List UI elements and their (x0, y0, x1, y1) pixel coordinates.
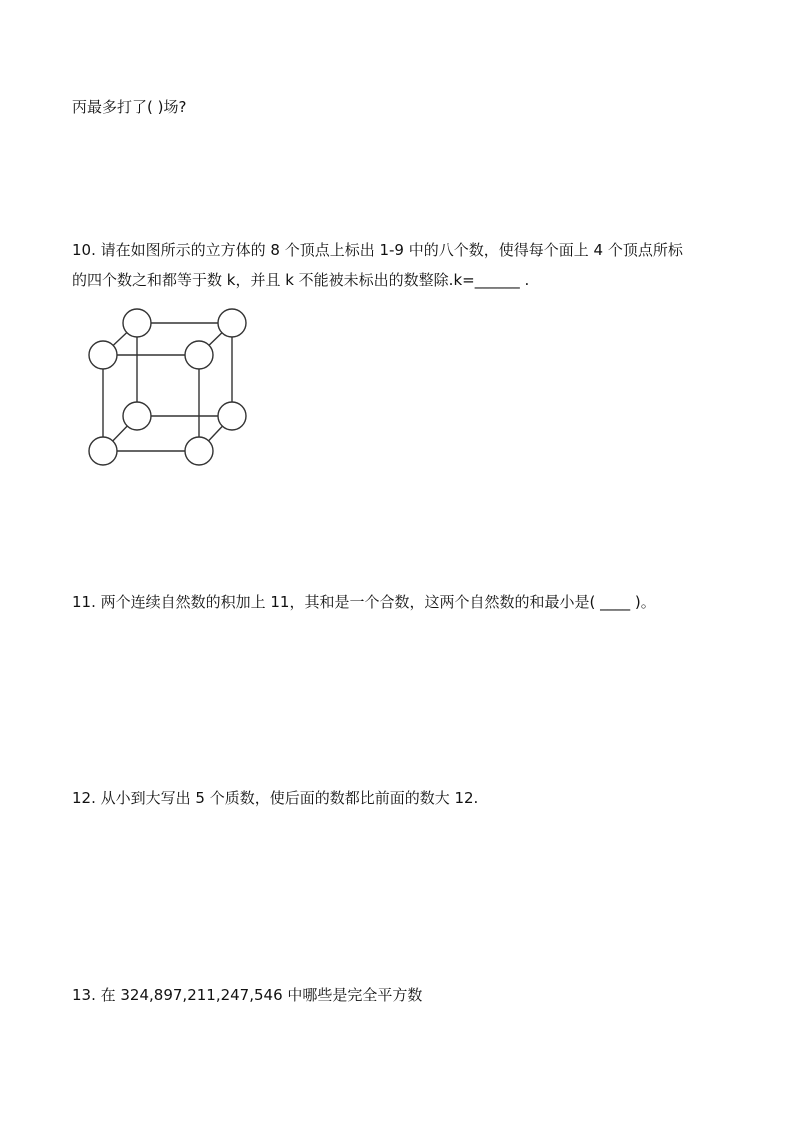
vertex-circle-back-top-left (123, 309, 151, 337)
question-13: 13. 在 324,897,211,247,546 中哪些是完全平方数 (72, 986, 423, 1004)
question-12: 12. 从小到大写出 5 个质数，使后面的数都比前面的数大 12. (72, 789, 479, 807)
vertex-circle-front-top-right (185, 341, 213, 369)
vertex-circle-front-bottom-left (89, 437, 117, 465)
vertex-circle-front-bottom-right (185, 437, 213, 465)
vertex-circle-front-top-left (89, 341, 117, 369)
vertex-circle-back-bottom-left (123, 402, 151, 430)
vertex-circle-back-top-right (218, 309, 246, 337)
question-10-line-1: 10. 请在如图所示的立方体的 8 个顶点上标出 1-9 中的八个数，使得每个面上 4 个顶点所标 (72, 241, 683, 259)
cube-edges (103, 323, 232, 451)
cube-figure (84, 304, 254, 470)
question-10-line-2: 的四个数之和都等于数 k，并且 k 不能被未标出的数整除.k=______ . (72, 271, 530, 289)
question-9-continuation: 丙最多打了( )场? (72, 98, 187, 116)
question-11: 11. 两个连续自然数的积加上 11，其和是一个合数，这两个自然数的和最小是( ____ )。 (72, 593, 656, 611)
vertex-circle-back-bottom-right (218, 402, 246, 430)
